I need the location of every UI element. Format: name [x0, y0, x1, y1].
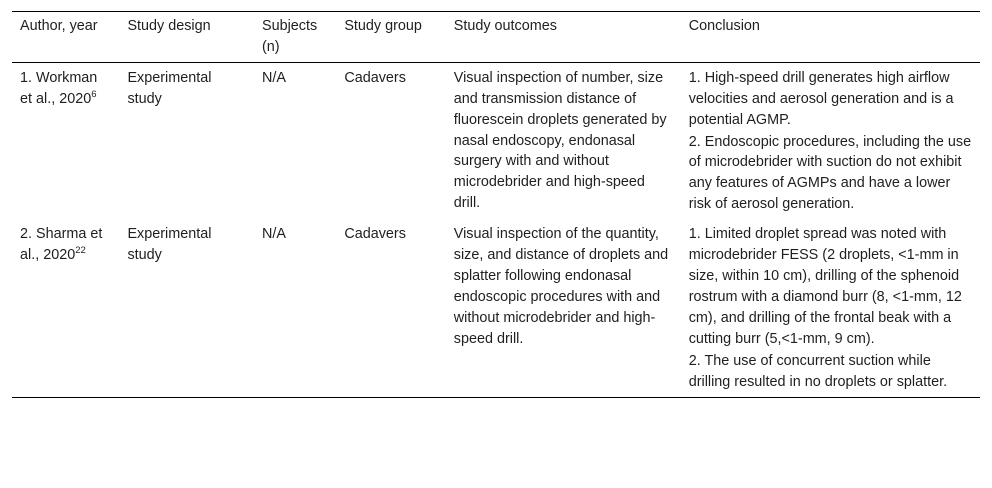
table-body — [12, 62, 980, 398]
group-cell: Cadavers — [336, 220, 445, 398]
conclusion-point: 1. High-speed drill generates high airflow velocities and aerosol generation and is a potential AGMP. — [688, 69, 954, 128]
conclusion-point: 2. Endoscopic procedures, including the use of microdebrider with suction do not exhibit any features of AGMPs and have a lower risk of aerosol generation. — [688, 133, 972, 213]
author-text: 2. Sharma et al., 2020 — [20, 226, 103, 264]
conclusion-cell — [681, 62, 980, 220]
header-study-design: Study design — [119, 12, 254, 63]
outcomes-cell: Visual inspection of number, size and transmission distance of fluorescein droplets generated by nasal endoscopy, endonasal surgery with and without microdebrider and high-speed drill. — [453, 69, 667, 212]
author-text: 1. Workman et al., 2020 — [20, 69, 98, 107]
conclusion-point: 1. Limited droplet spread was noted with microdebrider FESS (2 droplets, <1-mm in size, within 10 cm), drilling of the sphenoid rostrum with a diamond burr (8, <1-mm, 12 cm), and drilling of the frontal beak with a cutting burr (5,<1-mm, 9 cm). — [688, 226, 962, 347]
reference-superscript: 22 — [75, 245, 86, 257]
header-subjects: Subjects (n) — [254, 12, 336, 63]
subjects-cell: N/A — [261, 69, 286, 86]
header-conclusion: Conclusion — [681, 12, 980, 63]
design-cell: Experimental study — [119, 220, 254, 398]
table-header — [12, 12, 980, 63]
conclusion-point: 2. The use of concurrent suction while drilling resulted in no droplets or splatter. — [688, 352, 948, 390]
author-cell — [12, 62, 119, 220]
conclusion-cell — [681, 220, 980, 398]
table-row — [12, 62, 980, 220]
header-row — [12, 12, 980, 63]
group-cell: Cadavers — [344, 69, 406, 86]
author-cell — [12, 220, 119, 398]
reference-superscript: 6 — [91, 88, 97, 100]
design-cell: Experimental study — [127, 69, 212, 107]
header-author-year: Author, year — [12, 12, 119, 63]
subjects-cell: N/A — [254, 220, 336, 398]
header-study-outcomes: Study outcomes — [446, 12, 681, 63]
table-row — [12, 220, 980, 398]
study-table — [12, 11, 980, 398]
outcomes-cell: Visual inspection of the quantity, size, and distance of droplets and splatter following endonasal endoscopic procedures with and without microdebrider and high-speed drill. — [446, 220, 681, 398]
header-study-group: Study group — [336, 12, 445, 63]
